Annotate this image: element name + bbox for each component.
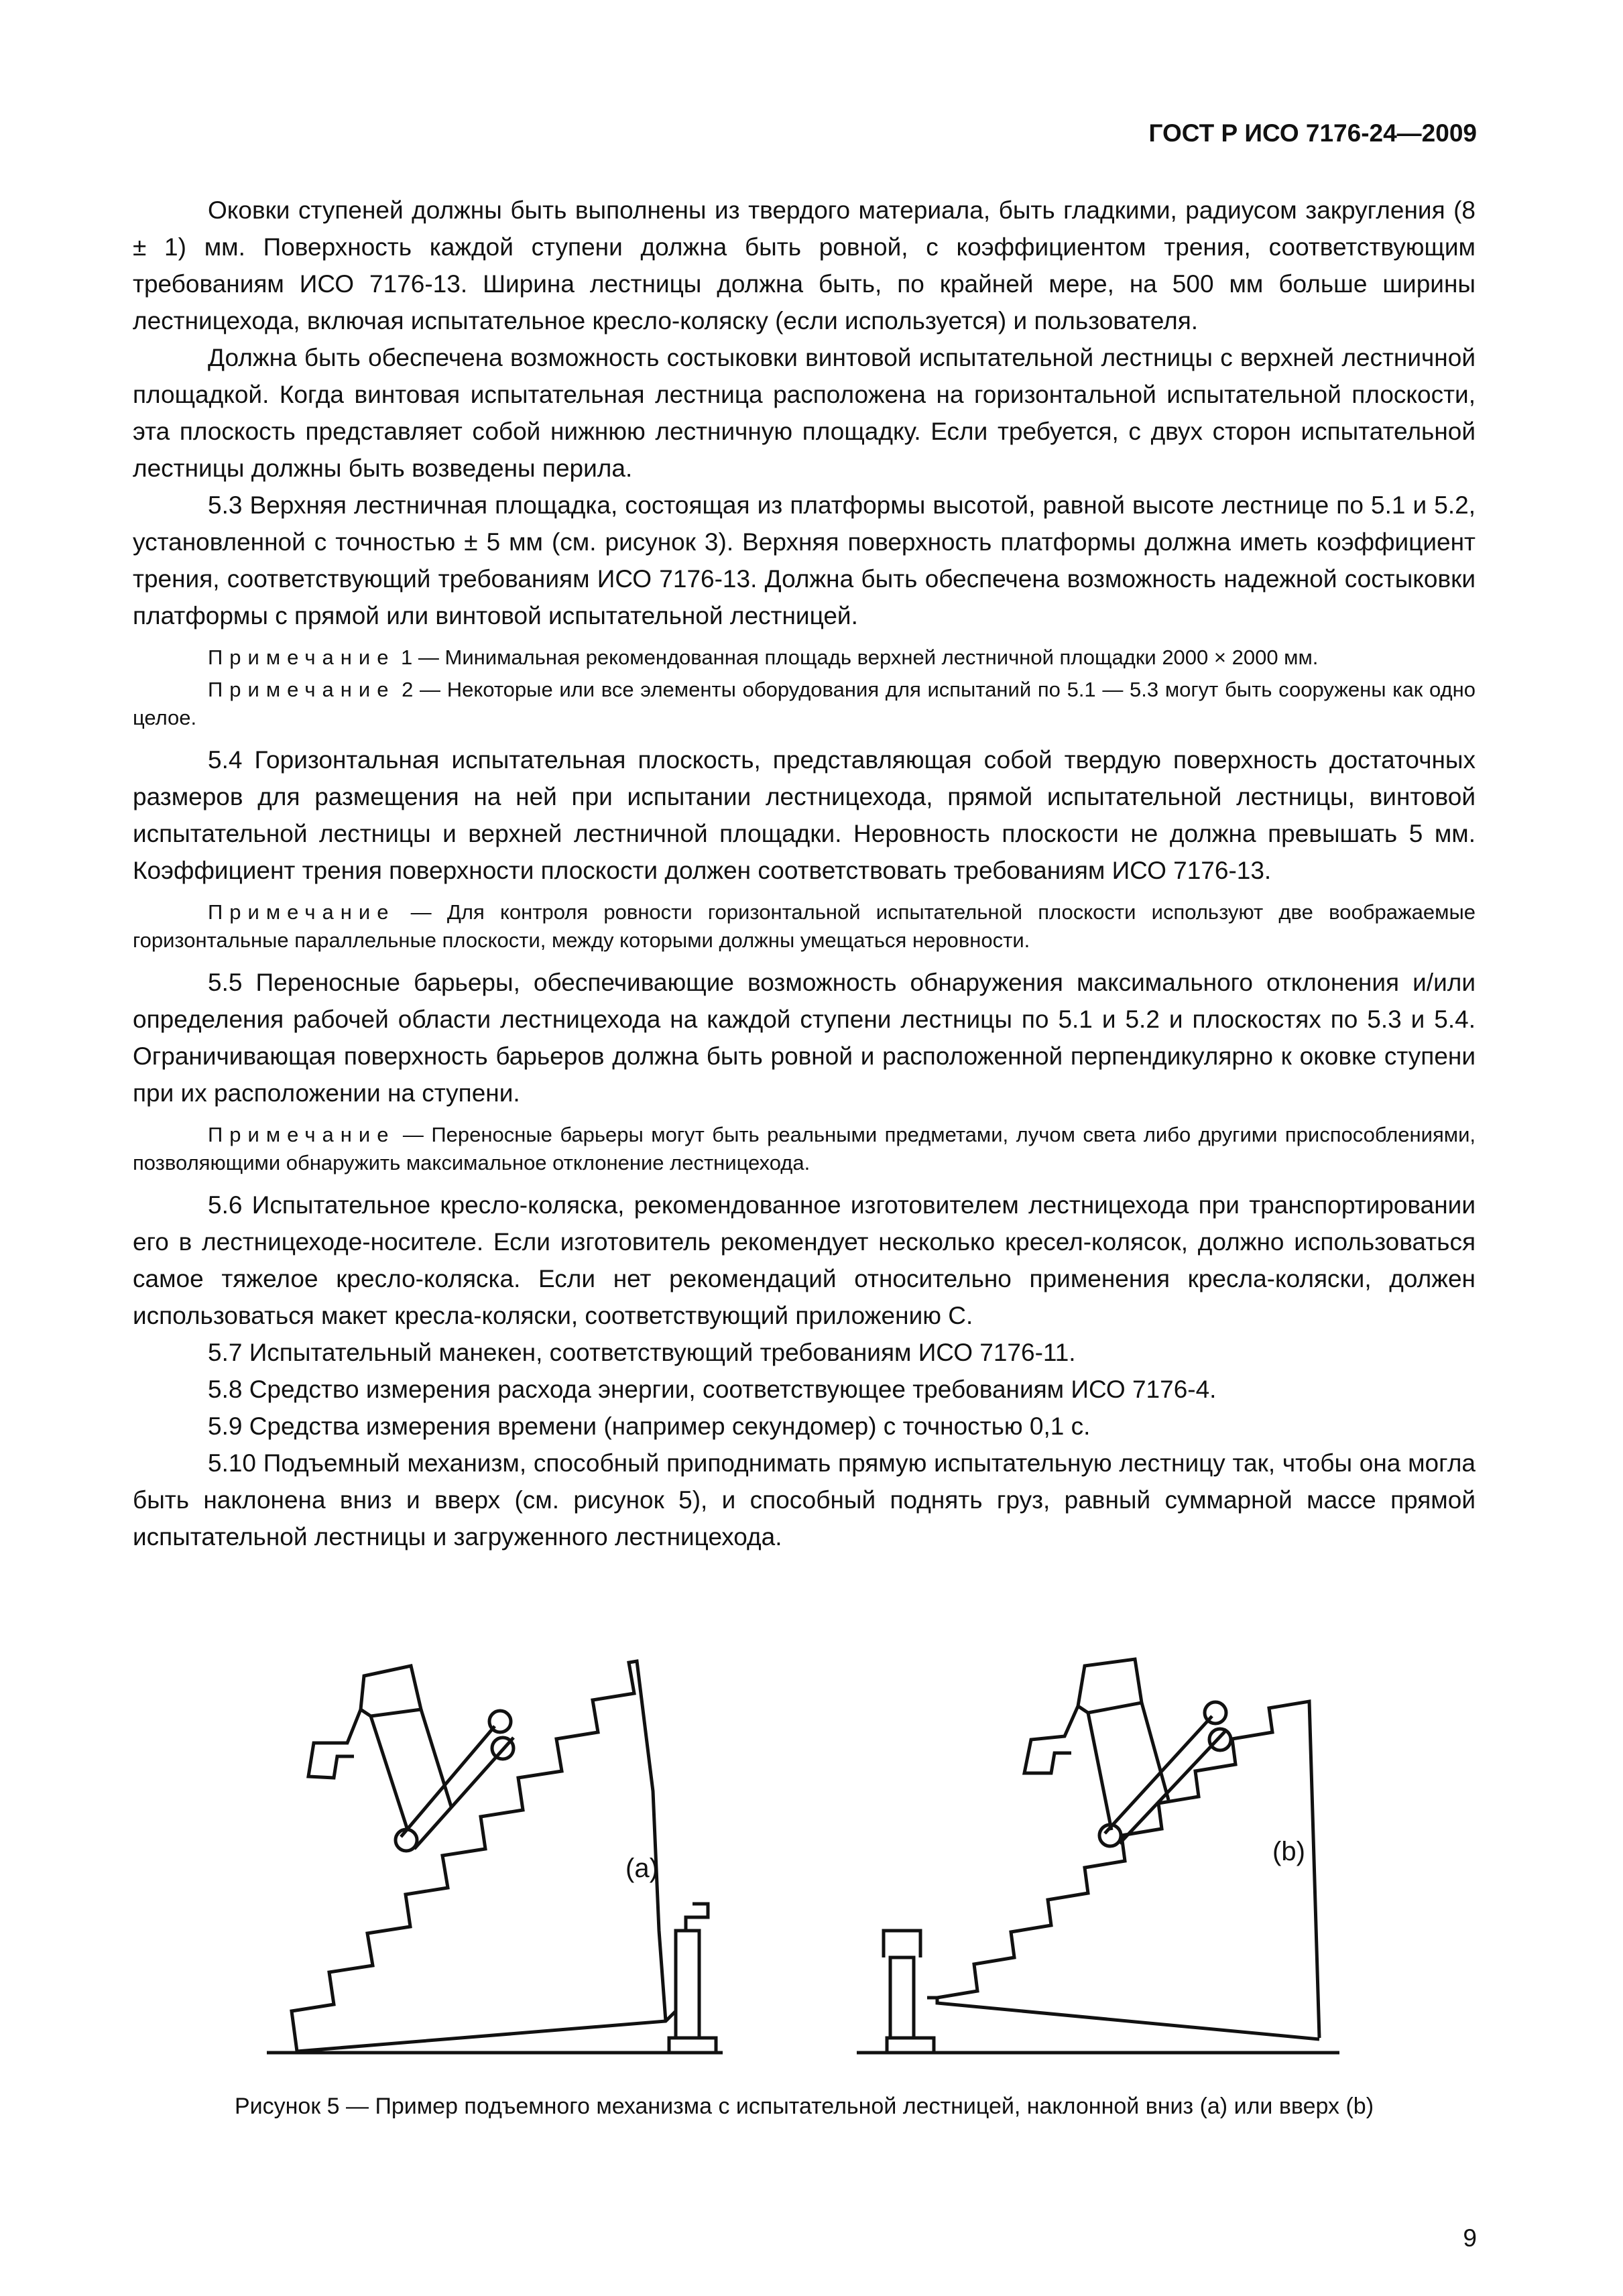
note-label: Примечание bbox=[208, 678, 396, 701]
note-2 bbox=[133, 676, 1476, 732]
document-body bbox=[133, 192, 1476, 1555]
paragraph-step-nosings: Оковки ступеней должны быть выполнены из твердого материала, быть гладкими, радиусом закругления (8 ± 1) мм. Поверхность каждой ступени должна быть ровной, с коэффициентом трения, соответствующим требованиям ИСО 7176-13. Ширина лестницы должна быть, по крайней мере, на 500 мм больше ширины лестницехода, включая испытательное кресло-коляску (если используется) и пользователя. bbox=[133, 196, 1476, 335]
figure-label-b: (b) bbox=[1272, 1837, 1305, 1866]
paragraph-5-10: 5.10 Подъемный механизм, способный приподнимать прямую испытательную лестницу так, чтобы она могла быть наклонена вниз и вверх (см. рисунок 5), и способный поднять груз, равный суммарной массе прямой испытательной лестницы и загруженного лестницехода. bbox=[133, 1449, 1476, 1551]
figure-label-a: (a) bbox=[625, 1854, 658, 1883]
note-3 bbox=[133, 898, 1476, 955]
figure-caption: Рисунок 5 — Пример подъемного механизма с испытательной лестницей, наклонной вниз (а) или вверх (b) bbox=[234, 2094, 1374, 2119]
paragraph-5-8: 5.8 Средство измерения расхода энергии, соответствующее требованиям ИСО 7176-4. bbox=[208, 1376, 1217, 1403]
page-number: 9 bbox=[1463, 2224, 1477, 2252]
paragraph-5-6: 5.6 Испытательное кресло-коляска, рекомендованное изготовителем лестницехода при транспортировании его в лестницеходе-носителе. Если изготовитель рекомендует несколько кресел-колясок, должно использоваться самое тяжелое кресло-коляска. Если нет рекомендаций относительно применения кресла-коляски, должен использоваться макет кресла-коляски, соответствующий приложению С. bbox=[133, 1191, 1476, 1329]
note-1 bbox=[133, 644, 1476, 672]
note-4 bbox=[133, 1121, 1476, 1177]
note-label: Примечание bbox=[208, 646, 396, 669]
note-text: — Переносные барьеры могут быть реальными предметами, лучом света либо другими приспособлениями, позволяющими обнаружить максимальное отклонение лестницехода. bbox=[133, 1123, 1476, 1174]
note-text: 1 — Минимальная рекомендованная площадь верхней лестничной площадки 2000 × 2000 мм. bbox=[395, 646, 1319, 669]
note-label: Примечание bbox=[208, 1123, 396, 1146]
paragraph-5-3: 5.3 Верхняя лестничная площадка, состоящая из платформы высотой, равной высоте лестнице по 5.1 и 5.2, установленной с точностью ± 5 мм (см. рисунок 3). Верхняя поверхность платформы должна иметь коэффициент трения, соответствующий требованиям ИСО 7176-13. Должна быть обеспечена возможность надежной состыковки платформы с прямой или винтовой испытательной лестницей. bbox=[133, 491, 1476, 629]
note-text: — Для контроля ровности горизонтальной испытательной плоскости используют две воображаемые горизонтальные параллельные плоскости, между которыми должны умещаться неровности. bbox=[133, 900, 1476, 952]
note-label: Примечание bbox=[208, 900, 396, 924]
paragraph-5-4: 5.4 Горизонтальная испытательная плоскость, представляющая собой твердую поверхность достаточных размеров для размещения на ней при испытании лестницехода, прямой испытательной лестницы, винтовой испытательной лестницы и верхней лестничной площадки. Неровность плоскости не должна превышать 5 мм. Коэффициент трения поверхности плоскости должен соответствовать требованиям ИСО 7176-13. bbox=[133, 746, 1476, 884]
standard-header: ГОСТ Р ИСО 7176-24—2009 bbox=[1148, 119, 1477, 147]
paragraph-5-7: 5.7 Испытательный манекен, соответствующий требованиям ИСО 7176-11. bbox=[208, 1339, 1076, 1366]
paragraph-5-5: 5.5 Переносные барьеры, обеспечивающие возможность обнаружения максимального отклонения и/или определения рабочей области лестницехода на каждой ступени лестницы по 5.1 и 5.2 и плоскостях по 5.3 и 5.4. Ограничивающая поверхность барьеров должна быть ровной и расположенной перпендикулярно к оковке ступени при их расположении на ступени. bbox=[133, 969, 1476, 1107]
paragraph-5-9: 5.9 Средства измерения времени (например секундомер) с точностью 0,1 с. bbox=[208, 1412, 1091, 1440]
note-text: 2 — Некоторые или все элементы оборудования для испытаний по 5.1 — 5.3 могут быть сооружены как одно целое. bbox=[133, 678, 1476, 729]
stair-tilted-up bbox=[857, 1659, 1339, 2053]
figure-illustration bbox=[133, 1636, 1476, 2065]
figure-5 bbox=[133, 1636, 1476, 2065]
paragraph-spiral-stair: Должна быть обеспечена возможность состыковки винтовой испытательной лестницы с верхней лестничной площадкой. Когда винтовая испытательная лестница расположена на горизонтальной испытательной плоскости, эта плоскость представляет собой нижнюю лестничную площадку. Если требуется, с двух сторон испытательной лестницы должны быть возведены перила. bbox=[133, 344, 1476, 482]
